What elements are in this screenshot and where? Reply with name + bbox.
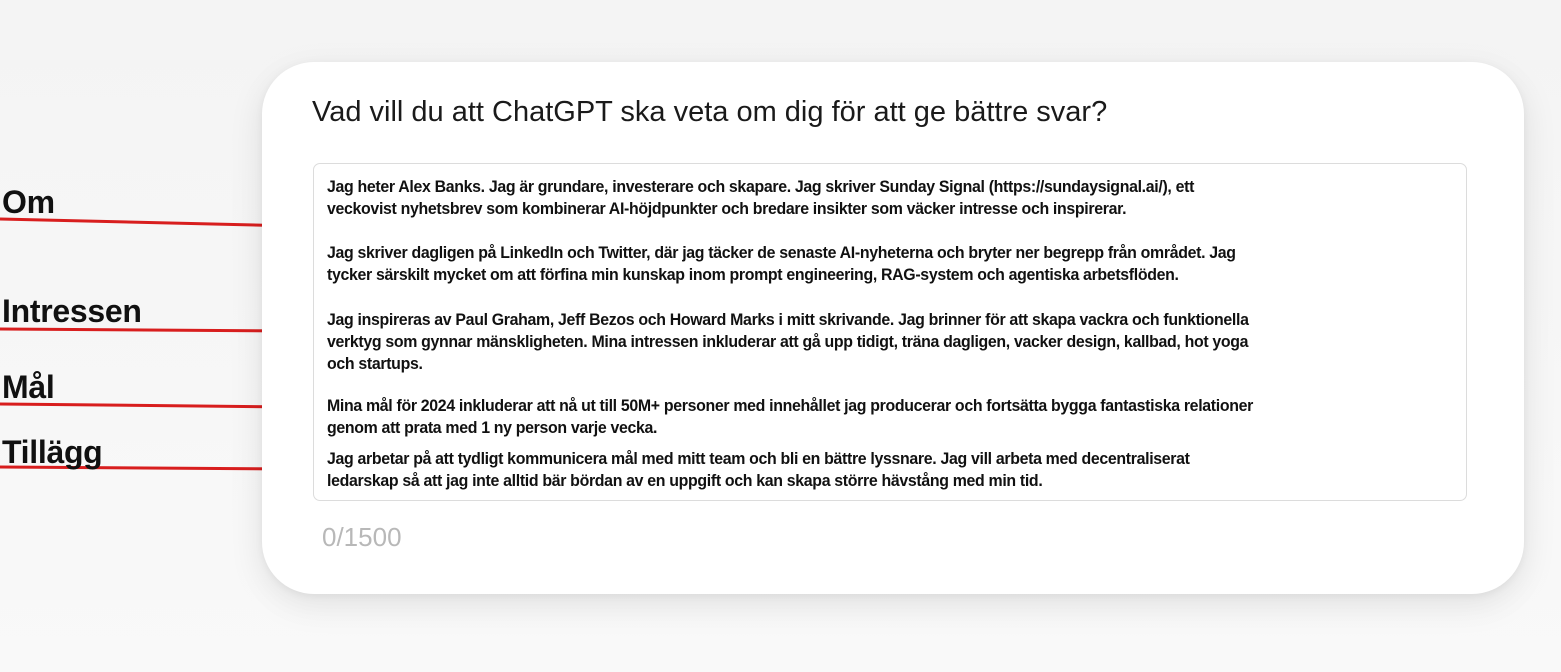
paragraph-line: ledarskap så att jag inte alltid bär bördan av en uppgift och kan skapa större hävstång med min tid. <box>327 471 1043 490</box>
character-counter: 0/1500 <box>322 522 402 552</box>
paragraph-goals <box>327 395 1449 439</box>
paragraph-line: veckovist nyhetsbrev som kombinerar AI-höjdpunkter och bredare insikter som väcker intresse och inspirerar. <box>327 199 1127 218</box>
annotation-label-intressen: Intressen <box>2 293 142 329</box>
annotation-label-om: Om <box>2 184 55 220</box>
annotation-label-tillagg: Tillägg <box>2 434 103 470</box>
paragraph-line: tycker särskilt mycket om att förfina min kunskap inom prompt engineering, RAG-system och agentiska arbetsflöden. <box>327 265 1179 284</box>
custom-instructions-card <box>262 62 1524 594</box>
paragraph-line: verktyg som gynnar mänskligheten. Mina intressen inkluderar att gå upp tidigt, träna dagligen, vacker design, kallbad, hot yoga <box>327 332 1249 351</box>
question-heading: Vad vill du att ChatGPT ska veta om dig för att ge bättre svar? <box>312 96 1108 128</box>
paragraph-writing <box>327 242 1449 286</box>
paragraph-additional <box>327 448 1449 492</box>
paragraph-line: Jag arbetar på att tydligt kommunicera mål med mitt team och bli en bättre lyssnare. Jag vill arbeta med decentraliserat <box>327 449 1190 468</box>
about-you-textarea[interactable] <box>313 163 1467 501</box>
paragraph-line: Mina mål för 2024 inkluderar att nå ut till 50M+ personer med innehållet jag producerar och fortsätta bygga fantastiska relationer <box>327 396 1254 415</box>
paragraph-line: Jag heter Alex Banks. Jag är grundare, investerare och skapare. Jag skriver Sunday Signal (https://sundaysignal.ai/), ett <box>327 177 1195 196</box>
paragraph-line: genom att prata med 1 ny person varje vecka. <box>327 418 658 437</box>
paragraph-line: och startups. <box>327 354 423 373</box>
paragraph-about <box>327 176 1449 220</box>
paragraph-line: Jag skriver dagligen på LinkedIn och Twitter, där jag täcker de senaste AI-nyheterna och bryter ner begrepp från området. Jag <box>327 243 1236 262</box>
paragraph-line: Jag inspireras av Paul Graham, Jeff Bezos och Howard Marks i mitt skrivande. Jag brinner för att skapa vackra och funktionella <box>327 310 1249 329</box>
paragraph-interests <box>327 309 1449 375</box>
annotation-label-mal: Mål <box>2 369 55 405</box>
